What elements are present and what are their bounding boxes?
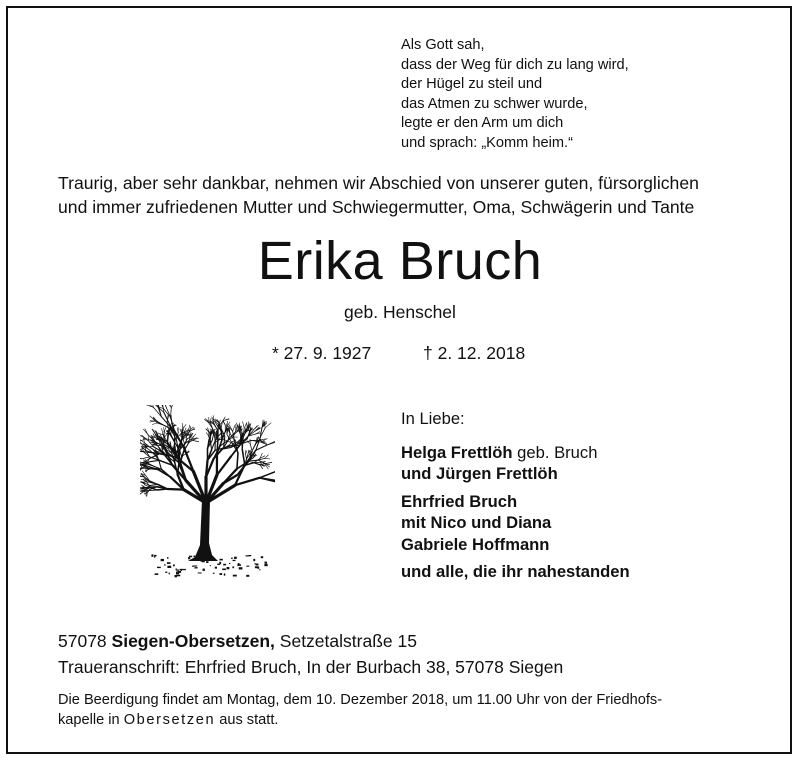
mourner-line xyxy=(401,442,630,464)
burial-text: kapelle in xyxy=(58,711,124,728)
mourner-name: und alle, die ihr nahestanden xyxy=(401,562,630,581)
postcode: 57078 xyxy=(58,631,112,651)
death-date: † 2. 12. 2018 xyxy=(423,343,526,363)
burial-text: aus statt. xyxy=(215,711,279,728)
poem-line: das Atmen zu schwer wurde, xyxy=(401,95,588,112)
poem-line: dass der Weg für dich zu lang wird, xyxy=(401,56,629,73)
mourner-name: und Jürgen Frettlöh xyxy=(401,464,558,483)
intro-text xyxy=(58,171,748,219)
poem-line: der Hügel zu steil und xyxy=(401,76,543,93)
mourner-name: Gabriele Hoffmann xyxy=(401,534,550,554)
burial-place: Obersetzen xyxy=(123,711,216,728)
intro-line: Traurig, aber sehr dankbar, nehmen wir Abschied von unserer guten, fürsorglichen xyxy=(58,173,699,193)
mourners-list xyxy=(401,408,630,583)
mourner-name: Ehrfried Bruch xyxy=(401,491,518,511)
intro-line: und immer zufriedenen Mutter und Schwiegermutter, Oma, Schwägerin und Tante xyxy=(58,197,695,217)
tree-icon xyxy=(140,405,275,585)
mourner-line xyxy=(401,512,630,534)
burial-line xyxy=(58,711,744,731)
mourner-line xyxy=(401,463,630,485)
poem-line: Als Gott sah, xyxy=(401,37,485,53)
street: Setzetalstraße 15 xyxy=(274,631,417,651)
maiden-name: geb. Henschel xyxy=(344,302,456,322)
poem-line: legte er den Arm um dich xyxy=(401,115,564,132)
mourners-heading: In Liebe: xyxy=(401,409,465,428)
mourning-address: Traueranschrift: Ehrfried Bruch, In der Burbach 38, 57078 Siegen xyxy=(58,657,564,677)
mourner-line xyxy=(401,561,630,583)
birth-date: * 27. 9. 1927 xyxy=(272,343,372,363)
funeral-location xyxy=(58,628,563,654)
mourner-name: mit Nico und Diana xyxy=(401,513,552,532)
burial-info xyxy=(58,691,744,730)
mourner-line xyxy=(401,491,630,513)
address-block xyxy=(58,628,563,680)
burial-line: Die Beerdigung findet am Montag, dem 10. Dezember 2018, um 11.00 Uhr von der Friedhofs- xyxy=(58,692,663,708)
mourner-maiden: geb. Bruch xyxy=(512,442,598,462)
poem xyxy=(401,36,629,154)
place-name: Siegen-Obersetzen, xyxy=(111,631,275,651)
poem-line: und sprach: „Komm heim.“ xyxy=(401,134,573,151)
deceased-name: Erika Bruch xyxy=(257,231,543,291)
mourner-line xyxy=(401,534,630,556)
mourner-name: Helga Frettlöh xyxy=(401,442,513,462)
